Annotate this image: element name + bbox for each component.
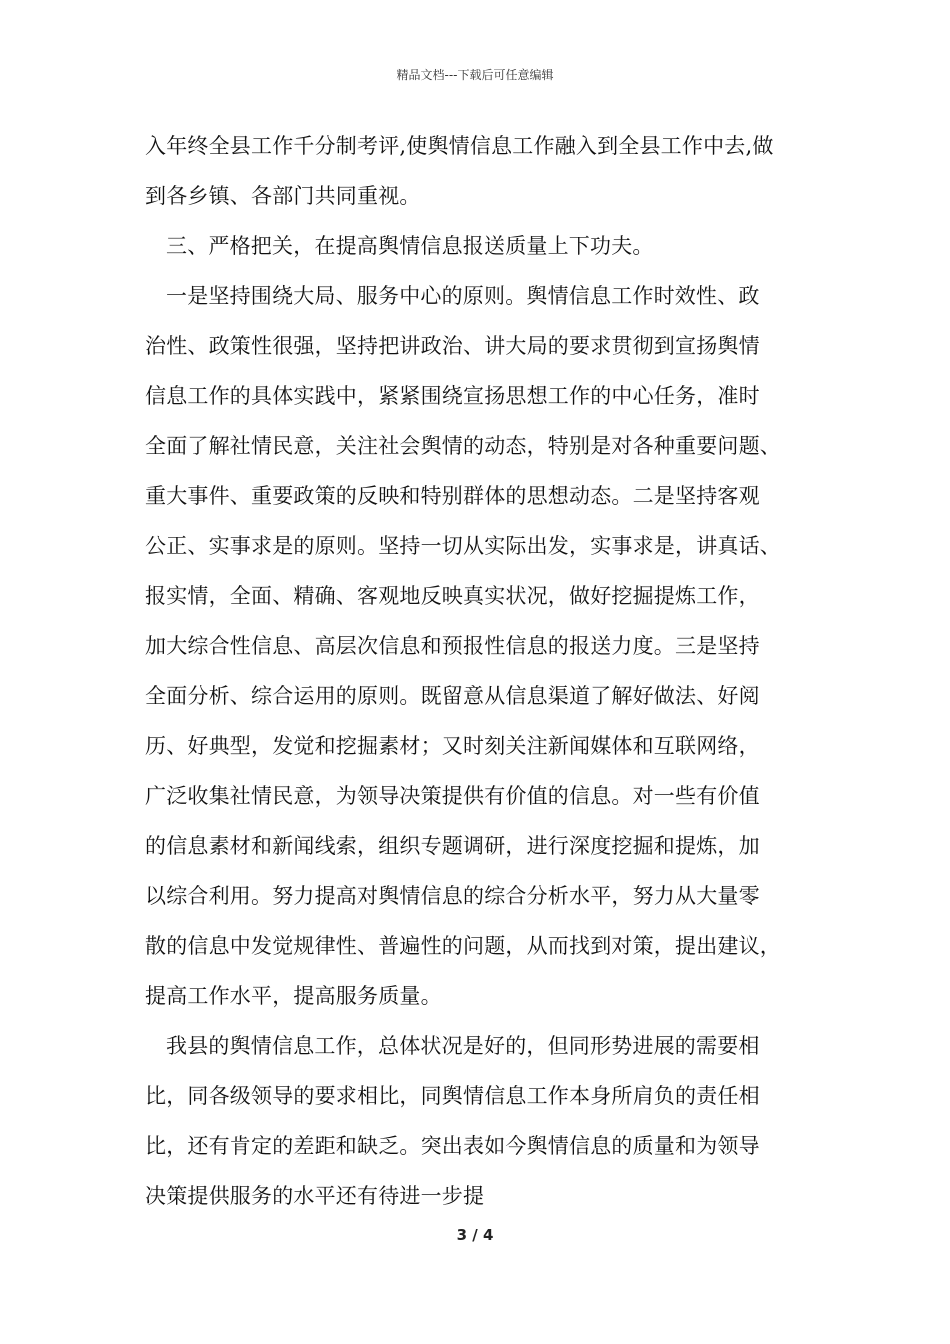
text-line: 公正、实事求是的原则。坚持一切从实际出发，实事求是，讲真话、: [145, 534, 781, 558]
text-line: 的信息素材和新闻线索，组织专题调研，进行深度挖掘和提炼，加: [145, 834, 760, 858]
text-line: 到各乡镇、各部门共同重视。: [145, 184, 421, 208]
text-line: 决策提供服务的水平还有待进一步提: [145, 1184, 485, 1208]
text-line: 广泛收集社情民意，为领导决策提供有价值的信息。对一些有价值: [145, 784, 760, 808]
text-line: 散的信息中发觉规律性、普遍性的问题，从而找到对策，提出建议，: [145, 934, 781, 958]
text-line: 历、好典型，发觉和挖掘素材；又时刻关注新闻媒体和互联网络，: [145, 734, 760, 758]
text-line: 入年终全县工作千分制考评,使舆情信息工作融入到全县工作中去,做: [145, 134, 774, 158]
text-line: 治性、政策性很强，坚持把讲政治、讲大局的要求贯彻到宣扬舆情: [145, 334, 760, 358]
text-line: 重大事件、重要政策的反映和特别群体的思想动态。二是坚持客观: [145, 484, 760, 508]
text-line: 我县的舆情信息工作，总体状况是好的，但同形势进展的需要相: [166, 1034, 760, 1058]
text-line: 全面分析、综合运用的原则。既留意从信息渠道了解好做法、好阅: [145, 684, 760, 708]
text-line: 信息工作的具体实践中，紧紧围绕宣扬思想工作的中心任务，准时: [145, 384, 760, 408]
text-line: 加大综合性信息、高层次信息和预报性信息的报送力度。三是坚持: [145, 634, 760, 658]
text-line: 提高工作水平，提高服务质量。: [145, 984, 442, 1008]
text-line: 全面了解社情民意，关注社会舆情的动态，特别是对各种重要问题、: [145, 434, 781, 458]
text-line: 报实情，全面、精确、客观地反映真实状况，做好挖掘提炼工作，: [145, 584, 760, 608]
text-line: 比，还有肯定的差距和缺乏。突出表如今舆情信息的质量和为领导: [145, 1134, 760, 1158]
text-line: 比，同各级领导的要求相比，同舆情信息工作本身所肩负的责任相: [145, 1084, 760, 1108]
page-number: 3 / 4: [456, 1226, 494, 1244]
text-line: 一是坚持围绕大局、服务中心的原则。舆情信息工作时效性、政: [166, 284, 760, 308]
page-header: 精品文档---下载后可任意编辑: [396, 68, 554, 82]
section-heading: 三、严格把关，在提高舆情信息报送质量上下功夫。: [166, 234, 654, 258]
text-line: 以综合利用。努力提高对舆情信息的综合分析水平，努力从大量零: [145, 884, 760, 908]
